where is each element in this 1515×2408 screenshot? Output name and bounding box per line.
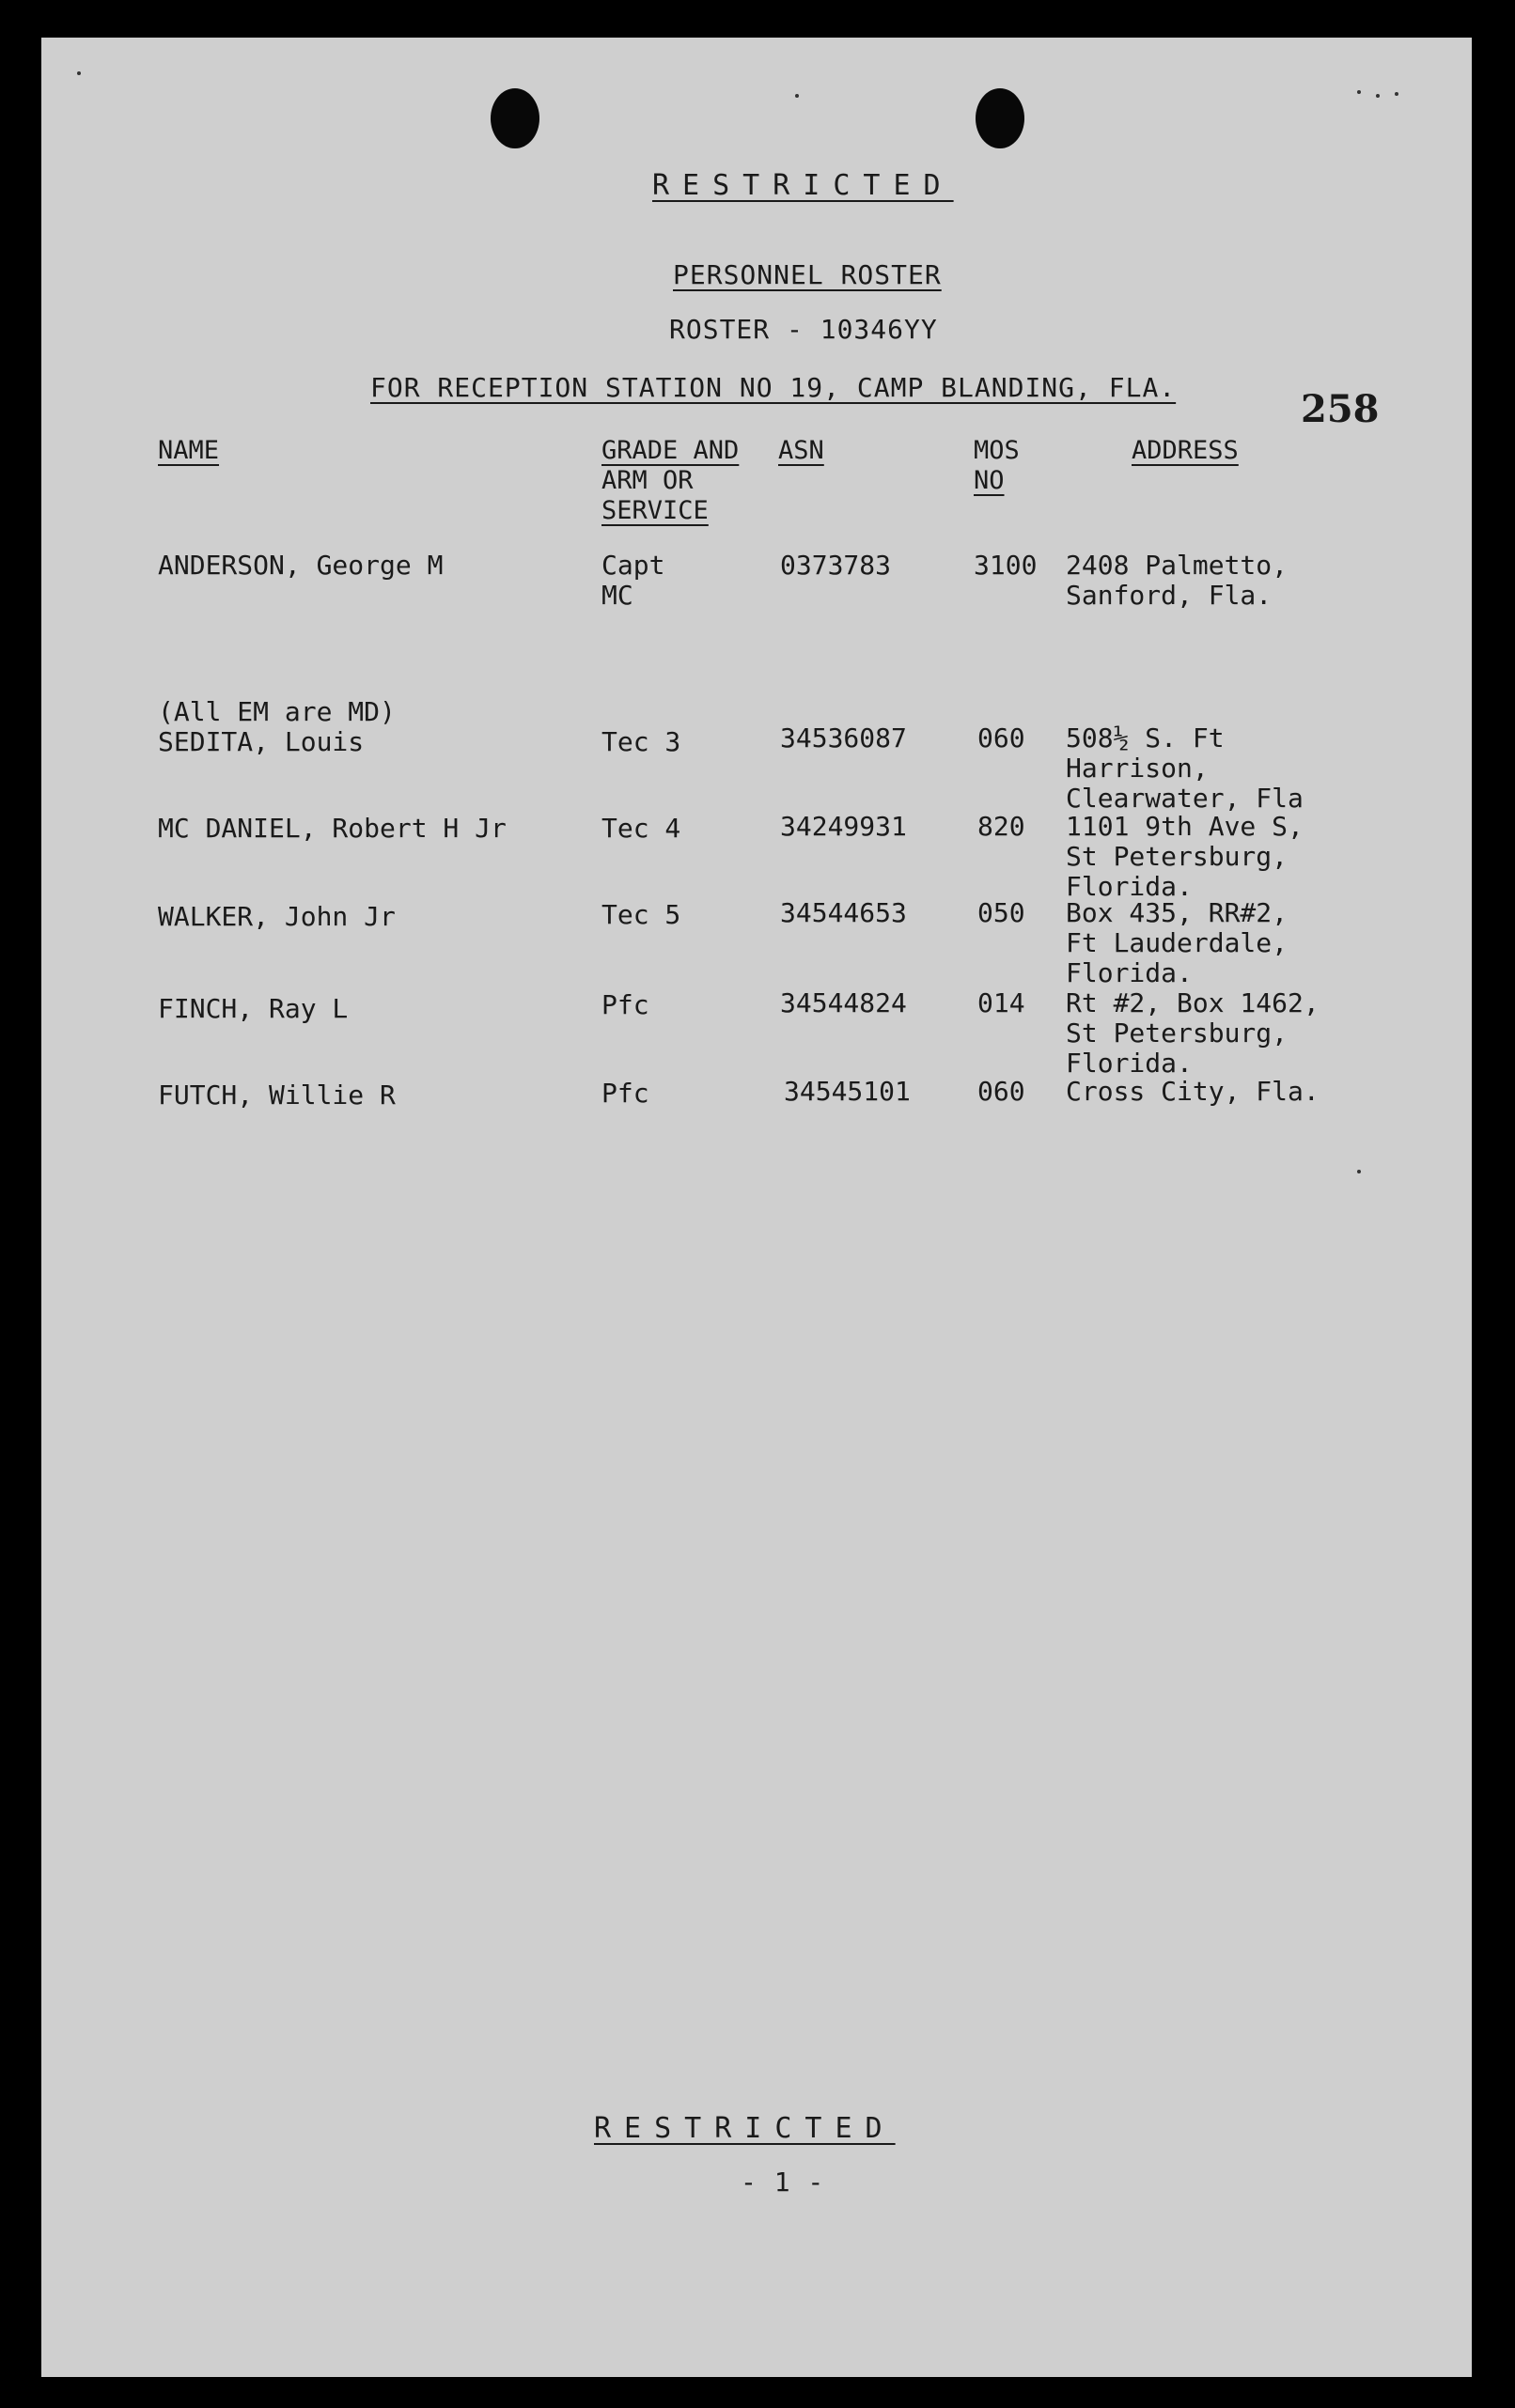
row-address: Cross City, Fla. (1066, 1076, 1320, 1107)
punch-hole-left (491, 88, 539, 148)
row-address-line1: Rt #2, Box 1462, (1066, 987, 1320, 1018)
row-grade: Pfc (601, 989, 649, 1020)
row-address (1066, 898, 1288, 988)
speck (1357, 1170, 1361, 1173)
row-mos: 050 (977, 897, 1025, 928)
row-service-value: MC (601, 580, 633, 611)
row-mos: 820 (977, 811, 1025, 842)
column-mos-line1: MOS (974, 436, 1020, 465)
speck (1376, 94, 1380, 98)
row-address (1066, 551, 1288, 611)
row-name: MC DANIEL, Robert H Jr (158, 813, 507, 844)
column-address: ADDRESS (1132, 436, 1239, 465)
row-address-line1: 1101 9th Ave S, (1066, 811, 1304, 842)
row-grade: Tec 5 (601, 899, 681, 930)
row-grade: Tec 4 (601, 813, 681, 844)
row-address (1066, 723, 1304, 814)
row-address-line2: St Petersburg, (1066, 841, 1289, 872)
classification-top: RESTRICTED (652, 169, 954, 202)
speck (1395, 92, 1398, 96)
row-name: FUTCH, Willie R (158, 1080, 396, 1111)
row-address-line2: Ft Lauderdale, (1066, 927, 1289, 958)
row-address-line2: St Petersburg, (1066, 1018, 1289, 1049)
row-asn: 34249931 (780, 811, 907, 842)
column-grade (601, 436, 739, 526)
row-address (1066, 812, 1304, 902)
speck (1357, 90, 1361, 94)
column-grade-line1: GRADE AND (601, 436, 740, 465)
row-asn: 34545101 (784, 1076, 911, 1107)
row-asn: 0373783 (780, 550, 892, 581)
roster-title: PERSONNEL ROSTER (673, 259, 942, 290)
row-asn: 34544824 (780, 987, 907, 1018)
row-grade: Tec 3 (601, 726, 681, 757)
row-mos: 060 (977, 1076, 1025, 1107)
row-name: FINCH, Ray L (158, 993, 349, 1024)
row-address-line1: 2408 Palmetto, (1066, 550, 1289, 581)
punch-hole-right (976, 88, 1024, 148)
column-mos (974, 436, 1020, 496)
row-address-line1: Box 435, RR#2, (1066, 897, 1289, 928)
row-mos: 060 (977, 722, 1025, 753)
row-asn: 34544653 (780, 897, 907, 928)
page-stamp: 258 (1301, 387, 1380, 431)
page-number: - 1 - (741, 2167, 825, 2198)
row-name: SEDITA, Louis (158, 726, 365, 757)
unit-line: FOR RECEPTION STATION NO 19, CAMP BLANDING, FLA. (370, 372, 1177, 403)
speck (795, 94, 799, 98)
row-address-line1: 508½ S. Ft (1066, 722, 1225, 753)
row-asn: 34536087 (780, 722, 907, 753)
row-address-line3: Florida. (1066, 1048, 1193, 1079)
row-address-line3: Florida. (1066, 957, 1193, 988)
row-mos: 3100 (974, 550, 1038, 581)
roster-number: ROSTER - 10346YY (669, 314, 938, 345)
row-address-line2: Sanford, Fla. (1066, 580, 1273, 611)
row-name: ANDERSON, George M (158, 550, 444, 581)
speck (77, 71, 81, 75)
column-mos-line2: NO (974, 466, 1005, 495)
row-address (1066, 988, 1320, 1079)
row-address-line3: Clearwater, Fla (1066, 783, 1304, 814)
column-asn: ASN (778, 436, 824, 465)
classification-bottom: RESTRICTED (594, 2112, 896, 2145)
enlisted-note: (All EM are MD) (158, 696, 396, 727)
column-name: NAME (158, 436, 220, 465)
document-page (41, 38, 1472, 2377)
row-address-line3: Florida. (1066, 871, 1193, 902)
row-mos: 014 (977, 987, 1025, 1018)
column-grade-line2: ARM OR (601, 466, 694, 495)
row-address-line2: Harrison, (1066, 753, 1209, 784)
row-grade: Pfc (601, 1078, 649, 1109)
row-name: WALKER, John Jr (158, 901, 396, 932)
row-grade (601, 551, 664, 611)
row-grade-value: Capt (601, 550, 665, 581)
column-grade-line3: SERVICE (601, 496, 709, 525)
